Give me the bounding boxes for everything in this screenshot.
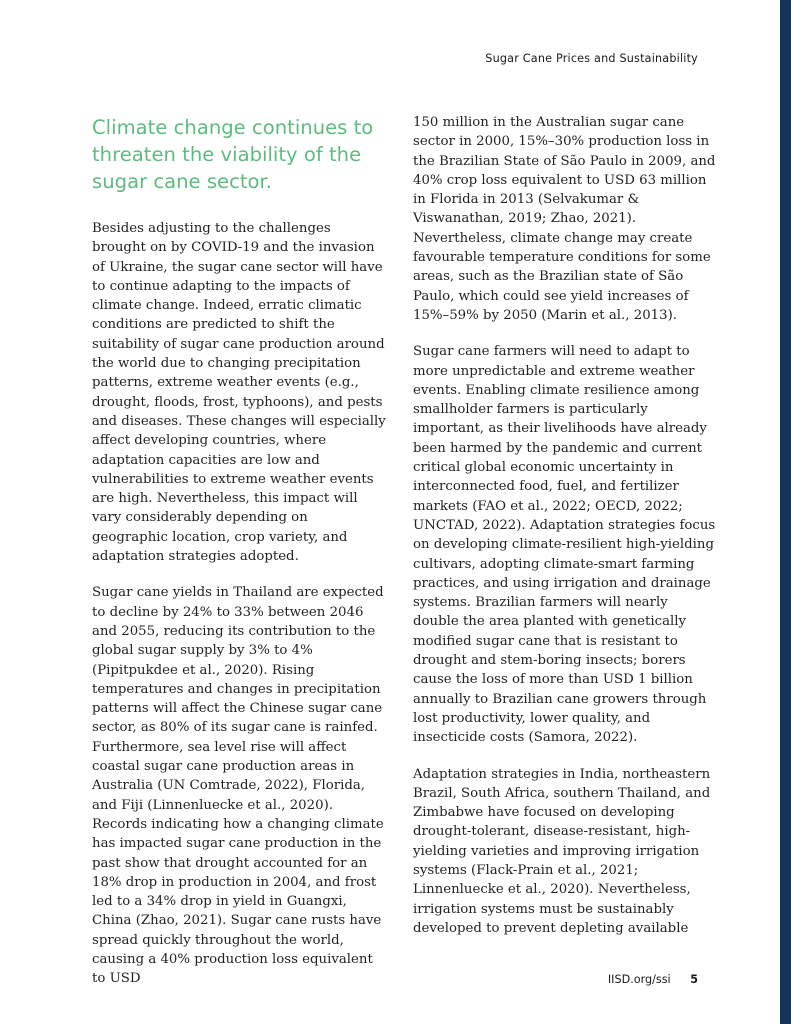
running-header: Sugar Cane Prices and Sustainability	[485, 52, 698, 65]
body-paragraph: Sugar cane farmers will need to adapt to more unpredictable and extreme weather events. Enabling climate resilience among smallholder farmers is particularly important, as their livelihoods have already been harmed by the pandemic and current critical global economic uncertainty in interconnected food, fuel, and fertilizer markets (FAO et al., 2022; OECD, 2022; UNCTAD, 2022). Adaptation strategies focus on developing climate-resilient high-yielding cultivars, adopting climate-smart farming practices, and using irrigation and drainage systems. Brazilian farmers will nearly double the area planted with genetically modified sugar cane that is resistant to drought and stem-boring insects; borers cause the loss of more than USD 1 billion annually to Brazilian cane growers through lost productivity, lower quality, and insecticide costs (Samora, 2022).	[413, 344, 716, 746]
right-column	[413, 113, 717, 955]
body-paragraph: Sugar cane yields in Thailand are expected to decline by 24% to 33% between 2046 and 2055, reducing its contribution to the global sugar supply by 3% to 4% (Pipitpukdee et al., 2020). Rising temperatures and changes in precipitation patterns will affect the Chinese sugar cane sector, as 80% of its sugar cane is rainfed. Furthermore, sea level rise will affect coastal sugar cane production areas in Australia (UN Comtrade, 2022), Florida, and Fiji (Linnenluecke et al., 2020). Records indicating how a changing climate has impacted sugar cane production in the past show that drought accounted for an 18% drop in production in 2004, and frost led to a 34% drop in yield in Guangxi, China (Zhao, 2021). Sugar cane rusts have spread quickly throughout the world, causing a 40% production loss equivalent to USD	[92, 585, 384, 987]
page-footer	[608, 973, 698, 986]
left-column	[92, 114, 386, 1006]
page-edge-bar	[780, 0, 791, 1024]
body-paragraph: Besides adjusting to the challenges brought on by COVID-19 and the invasion of Ukraine, the sugar cane sector will have to continue adapting to the impacts of climate change. Indeed, erratic climatic conditions are predicted to shift the suitability of sugar cane production around the world due to changing precipitation patterns, extreme weather events (e.g., drought, floods, frost, typhoons), and pests and diseases. These changes will especially affect developing countries, where adaptation capacities are low and vulnerabilities to extreme weather events are high. Nevertheless, this impact will vary considerably depending on geographic location, crop variety, and adaptation strategies adopted.	[92, 221, 386, 565]
page-number: 5	[690, 973, 698, 986]
footer-site-link[interactable]: IISD.org/ssi	[607, 973, 671, 986]
body-paragraph: 150 million in the Australian sugar cane sector in 2000, 15%–30% production loss in the Brazilian State of São Paulo in 2009, and 40% crop loss equivalent to USD 63 million in Florida in 2013 (Selvakumar & Viswanathan, 2019; Zhao, 2021). Nevertheless, climate change may create favourable temperature conditions for some areas, such as the Brazilian state of São Paulo, which could see yield increases of 15%–59% by 2050 (Marin et al., 2013).	[413, 115, 716, 323]
body-paragraph: Adaptation strategies in India, northeastern Brazil, South Africa, southern Thailand, and Zimbabwe have focused on developing drought-tolerant, disease-resistant, high-yielding varieties and improving irrigation systems (Flack-Prain et al., 2021; Linnenluecke et al., 2020). Nevertheless, irrigation systems must be sustainably developed to prevent depleting available	[413, 766, 711, 936]
pull-quote: Climate change continues to threaten the viability of the sugar cane sector.	[92, 116, 374, 193]
